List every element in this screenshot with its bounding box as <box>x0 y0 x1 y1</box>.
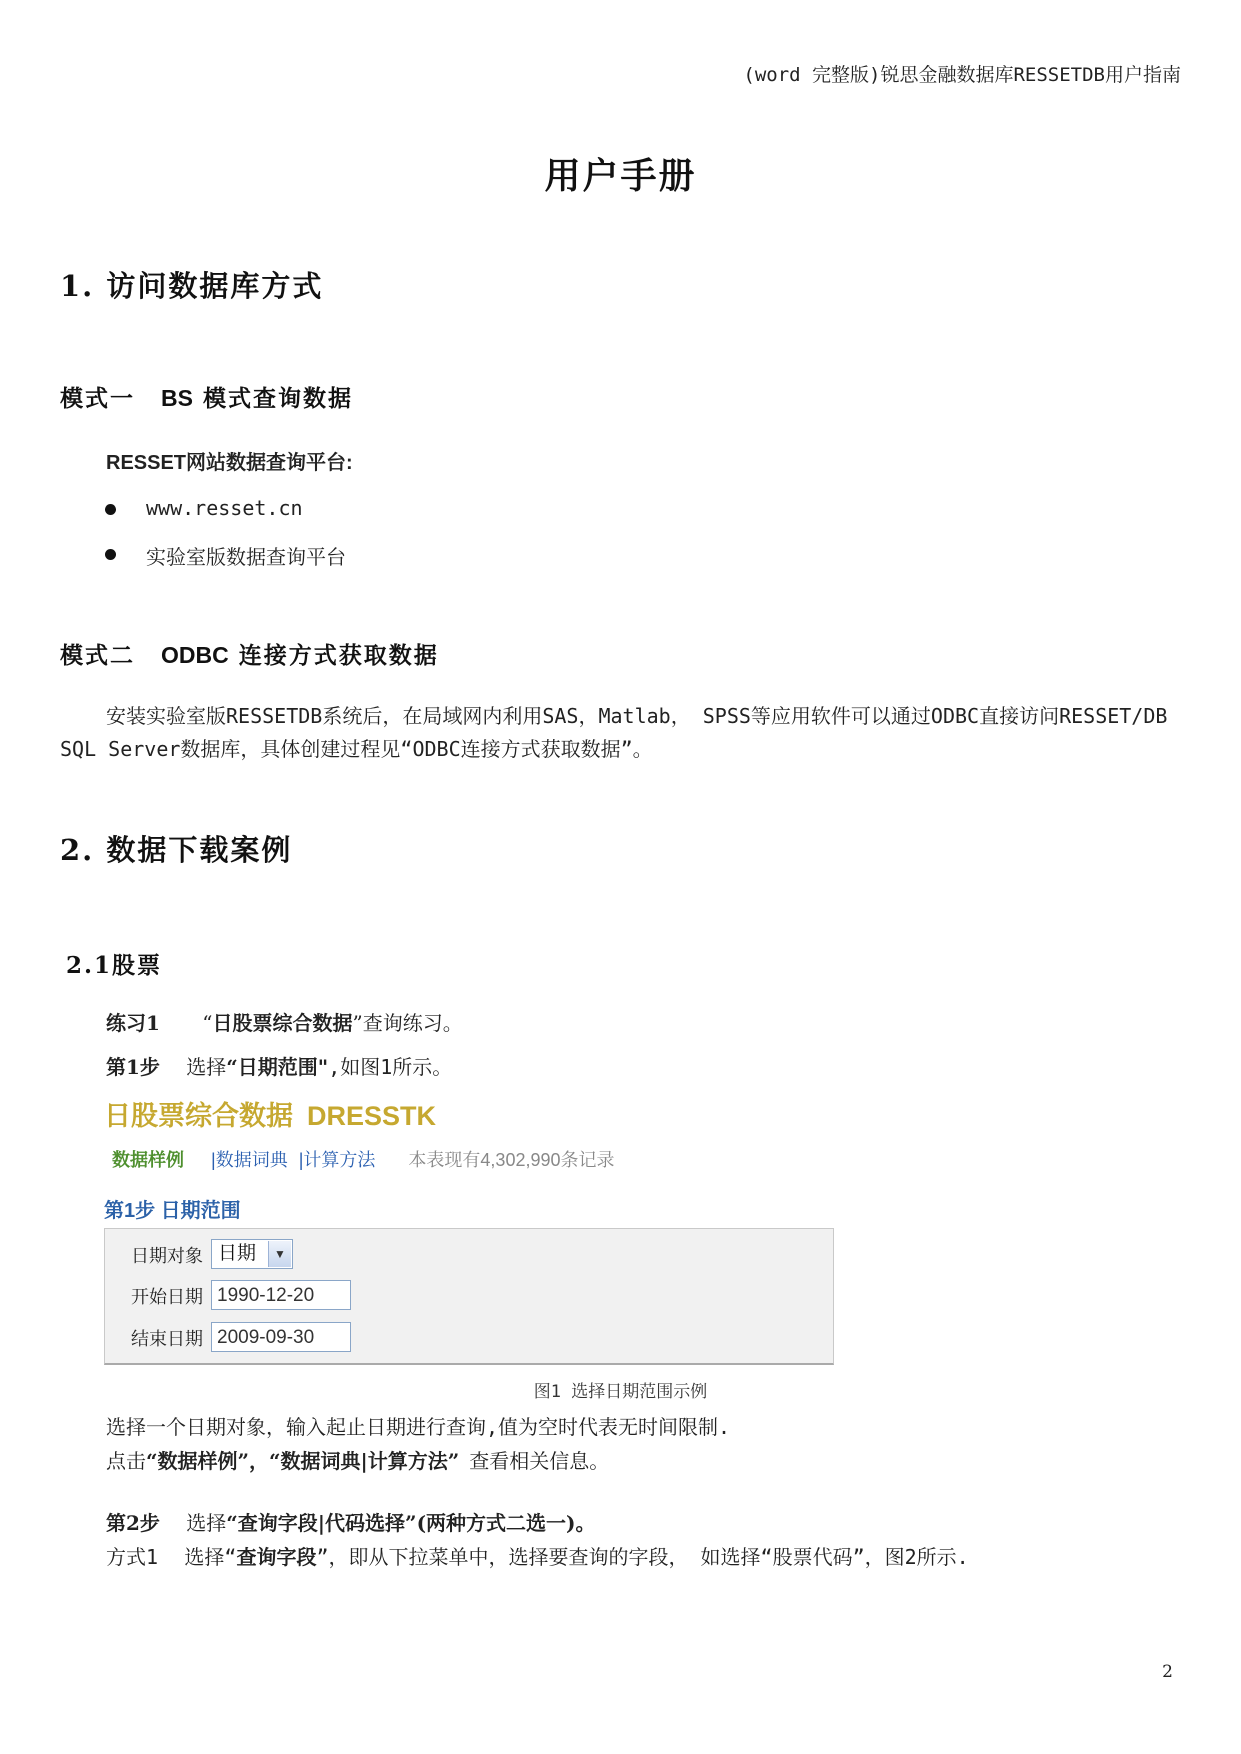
subsection-stock: 2.1股票 <box>66 952 163 979</box>
start-date-input[interactable]: 1990-12-20 <box>211 1280 351 1310</box>
mode2-heading <box>60 637 439 670</box>
method1-field: 查询字段 <box>236 1545 317 1569</box>
mode2-code: ODBC <box>161 642 229 668</box>
bullet-icon <box>105 504 116 515</box>
exercise-label: 练习1 <box>106 1011 160 1035</box>
date-object-select[interactable]: 日期 ▼ <box>211 1239 293 1269</box>
date-range-panel <box>104 1228 834 1365</box>
page-number: 2 <box>1162 1662 1173 1682</box>
sample-data-link[interactable]: 数据样例 <box>112 1150 184 1170</box>
info-links-mention: “数据样例”，“数据词典|计算方法” <box>146 1449 460 1473</box>
mode1-intro: RESSET网站数据查询平台: <box>106 452 353 474</box>
step2-choice: “查询字段|代码选择”(两种方式二选一)。 <box>226 1511 596 1535</box>
figure-links-bar <box>112 1146 615 1172</box>
section-heading-2: 2. 数据下载案例 <box>60 833 293 867</box>
start-date-label: 开始日期 <box>131 1287 203 1307</box>
step1-target: “日期范围" <box>226 1055 329 1079</box>
record-count: 本表现有4,302,990条记录 <box>408 1150 615 1170</box>
figure-table-title: 日股票综合数据 DRESSTK <box>104 1101 437 1131</box>
mode1-label: 模式一 <box>60 385 135 412</box>
step2-line: 第2步 选择“查询字段|代码选择”(两种方式二选一)。 <box>106 1511 596 1535</box>
exercise-name: 日股票综合数据 <box>212 1011 353 1035</box>
figure-step-title: 第1步 日期范围 <box>104 1200 241 1222</box>
page-title: 用户手册 <box>544 155 697 197</box>
bullet-item-lab-platform: 实验室版数据查询平台 <box>146 545 346 569</box>
step2-label: 第2步 <box>106 1511 160 1535</box>
bullet-icon <box>105 549 116 560</box>
date-object-label: 日期对象 <box>131 1246 203 1266</box>
data-dictionary-link[interactable]: |数据词典 <box>211 1150 288 1170</box>
mode1-code: BS <box>161 385 193 411</box>
calc-method-link[interactable]: |计算方法 <box>298 1150 376 1170</box>
figure-caption: 图1 选择日期范围示例 <box>533 1382 708 1402</box>
mode1-rest: 模式查询数据 <box>202 385 353 412</box>
bullet-item-website[interactable]: www.resset.cn <box>146 496 303 520</box>
step1-line: 第1步 选择“日期范围",如图1所示。 <box>106 1055 453 1079</box>
method1-label: 方式1 <box>106 1545 159 1569</box>
exercise-suffix: 查询练习。 <box>362 1011 463 1035</box>
method1-line: 方式1 选择“查询字段”，即从下拉菜单中，选择要查询的字段， 如选择“股票代码”，图2所示. <box>106 1545 969 1569</box>
end-date-input[interactable]: 2009-09-30 <box>211 1322 351 1352</box>
mode2-label: 模式二 <box>60 642 135 669</box>
exercise-line: 练习1 “日股票综合数据”查询练习。 <box>106 1011 463 1035</box>
after-figure-line-1: 选择一个日期对象，输入起止日期进行查询,值为空时代表无时间限制. <box>106 1415 731 1439</box>
after-figure-line-2: 点击“数据样例”，“数据词典|计算方法” 查看相关信息。 <box>106 1449 610 1473</box>
mode2-rest: 连接方式获取数据 <box>238 642 439 669</box>
end-date-label: 结束日期 <box>131 1329 203 1349</box>
mode2-paragraph: 安装实验室版RESSETDB系统后，在局域网内利用SAS，Matlab， SPSS等应用软件可以通过ODBC直接访问RESSET/DB SQL Server数据库，具体创建过程见“ODBC连接方式获取数据”。 <box>60 704 1168 761</box>
chevron-down-icon[interactable]: ▼ <box>268 1241 291 1267</box>
document-header: (word 完整版)锐思金融数据库RESSETDB用户指南 <box>743 64 1181 86</box>
section-heading-1: 1. 访问数据库方式 <box>60 269 324 303</box>
step1-label: 第1步 <box>106 1055 160 1079</box>
mode1-heading <box>60 380 353 413</box>
